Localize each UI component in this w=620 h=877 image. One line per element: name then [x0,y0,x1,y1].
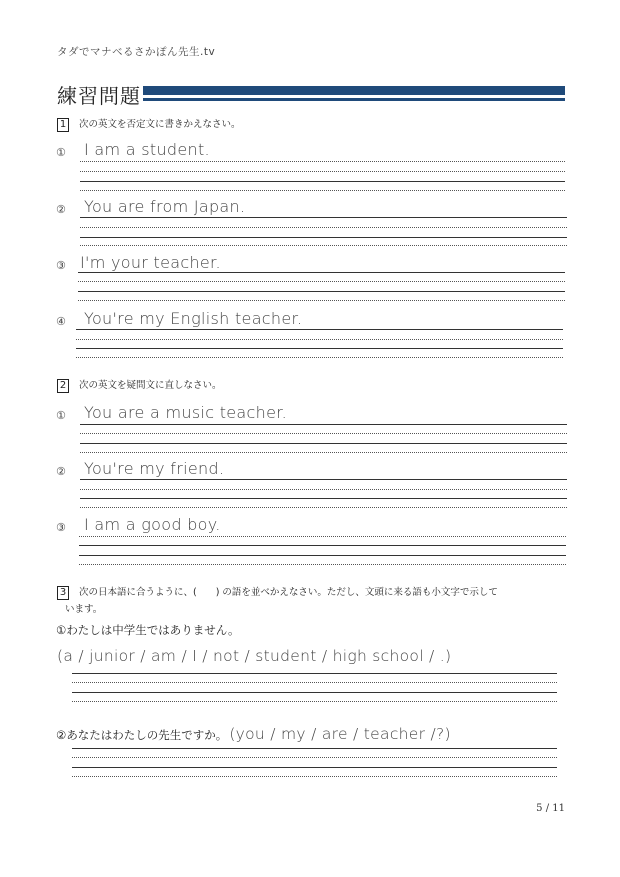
item-mark: ② [56,203,66,216]
question-jp [56,725,451,743]
writing-lines[interactable] [79,536,566,566]
section-number: 2 [57,379,69,393]
japanese-sentence: あなたはわたしの先生ですか。 [66,728,228,742]
item-mark: ① [56,409,66,422]
item-sentence: You are a music teacher. [84,403,288,422]
item-sentence: I am a good boy. [84,515,221,534]
japanese-sentence: わたしは中学生ではありません。 [66,623,240,637]
section-2-heading [57,377,222,393]
section-instruction: 次の日本語に合うように、( ) の語を並べかえなさい。ただし、文頭に来る語も小文字で示して [79,587,498,598]
writing-lines[interactable] [80,161,565,191]
item-mark: ① [56,146,66,159]
section-3-heading [57,584,567,618]
page-title: 練習問題 [57,84,141,108]
writing-lines[interactable] [80,479,567,509]
item-sentence: You are from Japan. [84,197,246,216]
item-sentence: I'm your teacher. [80,253,221,272]
item-sentence: I am a student. [84,140,210,159]
item-mark: ① [56,623,67,637]
question-jp [56,622,240,638]
writing-lines[interactable] [72,673,557,703]
title-bar-thick [143,86,565,95]
item-sentence: You're my English teacher. [84,309,303,328]
word-bank: (a / junior / am / I / not / student / high school / .) [57,647,452,665]
item-mark: ② [56,465,66,478]
writing-lines[interactable] [76,329,563,359]
section-instruction-cont: います。 [65,604,103,615]
item-mark: ② [56,728,67,742]
writing-lines[interactable] [80,424,567,454]
writing-lines[interactable] [78,272,565,302]
section-instruction: 次の英文を否定文に書きかえなさい。 [79,119,241,130]
item-sentence: You're my friend. [84,459,225,478]
site-name: タダでマナベるさかぽん先生.tv [57,46,216,58]
page-number: 5 / 11 [536,803,565,814]
section-number: 1 [57,118,69,132]
section-number: 3 [57,586,69,600]
writing-lines[interactable] [72,748,557,778]
item-mark: ③ [56,259,66,272]
writing-lines[interactable] [80,217,567,247]
item-mark: ③ [56,521,66,534]
title-bar-thin [143,98,565,101]
item-mark: ④ [56,315,66,328]
section-1-heading [57,116,241,132]
word-bank: (you / my / are / teacher /?) [229,725,451,743]
section-instruction: 次の英文を疑問文に直しなさい。 [79,380,222,391]
